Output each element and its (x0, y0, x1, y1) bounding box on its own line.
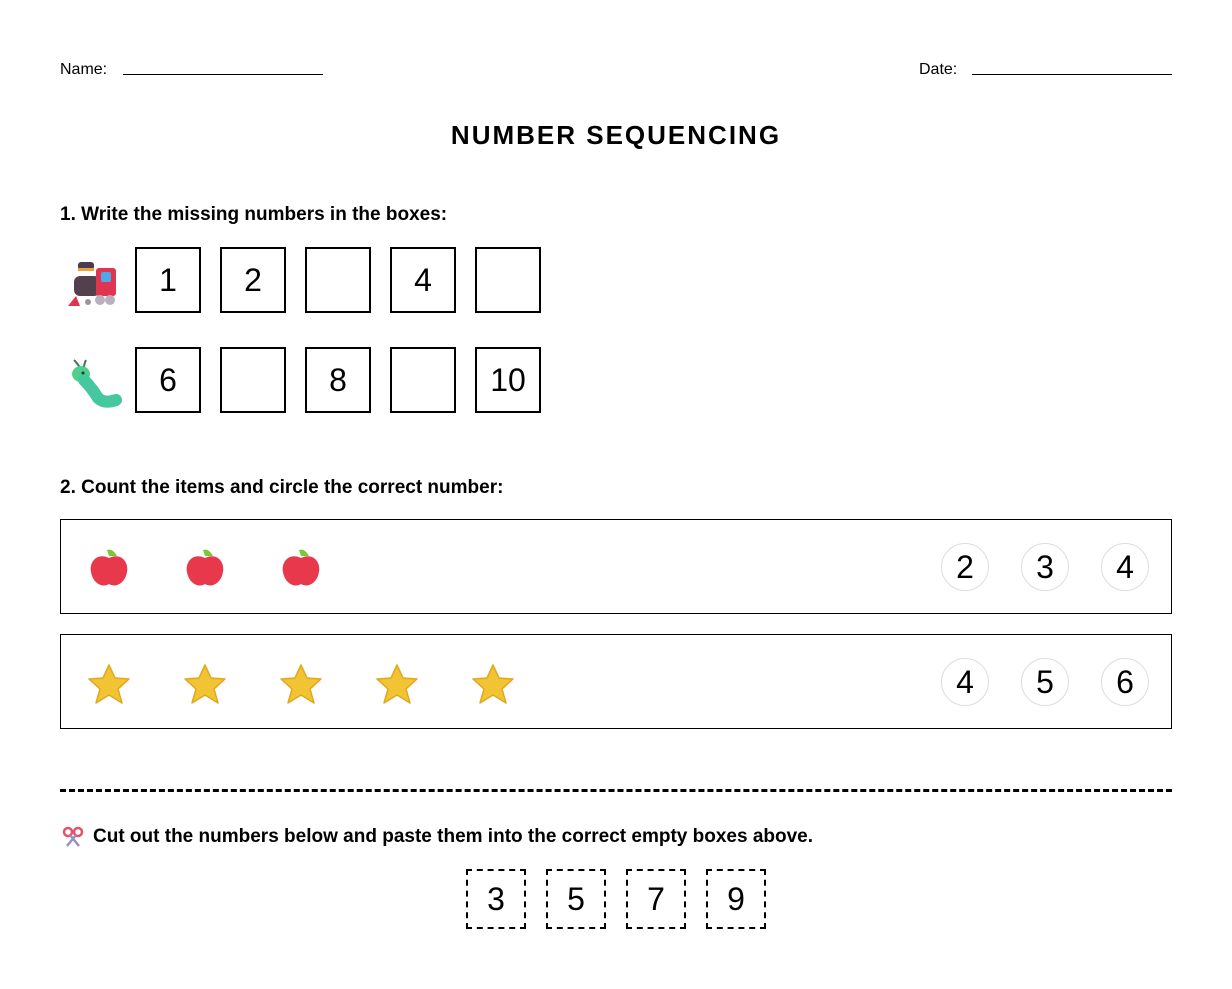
cutout-instruction: Cut out the numbers below and paste them into the correct empty boxes above. (93, 826, 814, 847)
sequence-box: 6 (135, 347, 201, 413)
scissors-icon (62, 826, 84, 848)
star-icon (183, 662, 227, 706)
sequence-box: 4 (390, 247, 456, 313)
name-label: Name: (60, 61, 108, 78)
cutout-number[interactable]: 7 (626, 869, 686, 929)
star-icon (471, 662, 515, 706)
cutout-number[interactable]: 9 (706, 869, 766, 929)
sequence-box: 2 (220, 247, 286, 313)
apple-icon (279, 546, 323, 590)
sequence-box: 1 (135, 247, 201, 313)
count-panel-apples (60, 519, 1172, 614)
section-1-heading: 1. Write the missing numbers in the boxes: (60, 204, 448, 225)
apple-icon (87, 546, 131, 590)
cut-line (60, 789, 1172, 792)
number-choice[interactable]: 3 (1021, 543, 1069, 591)
cutout-number[interactable]: 5 (546, 869, 606, 929)
number-choice[interactable]: 2 (941, 543, 989, 591)
star-icon (375, 662, 419, 706)
date-label: Date: (919, 61, 958, 78)
count-panel-stars (60, 634, 1172, 729)
star-icon (279, 662, 323, 706)
cutout-number[interactable]: 3 (466, 869, 526, 929)
train-icon (66, 254, 122, 310)
page-title: NUMBER SEQUENCING (450, 120, 782, 150)
number-choice[interactable]: 4 (1101, 543, 1149, 591)
sequence-box: 10 (475, 347, 541, 413)
section-2-heading: 2. Count the items and circle the correct number: (60, 477, 504, 498)
sequence-box-empty[interactable] (220, 347, 286, 413)
sequence-box-empty[interactable] (390, 347, 456, 413)
sequence-box: 8 (305, 347, 371, 413)
name-field[interactable] (123, 74, 323, 75)
star-icon (87, 662, 131, 706)
number-choice[interactable]: 6 (1101, 658, 1149, 706)
apple-icon (183, 546, 227, 590)
number-choice[interactable]: 4 (941, 658, 989, 706)
date-field[interactable] (972, 74, 1172, 75)
sequence-box-empty[interactable] (305, 247, 371, 313)
number-choice[interactable]: 5 (1021, 658, 1069, 706)
sequence-box-empty[interactable] (475, 247, 541, 313)
caterpillar-icon (66, 354, 122, 410)
